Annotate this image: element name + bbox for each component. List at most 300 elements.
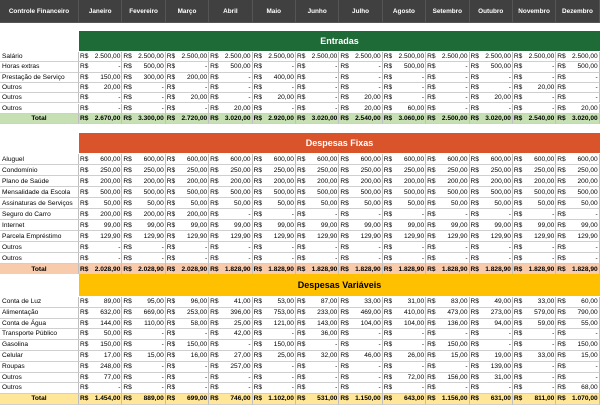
value-cell[interactable] <box>166 198 209 209</box>
row-label[interactable]: Parcela Empréstimo <box>0 231 79 242</box>
value-cell[interactable] <box>470 114 513 124</box>
value-cell[interactable] <box>426 209 469 220</box>
value-cell[interactable] <box>79 114 122 124</box>
value-cell[interactable] <box>296 73 339 83</box>
value-cell[interactable] <box>556 114 599 124</box>
section-title[interactable]: Despesas Variáveis <box>79 274 600 296</box>
value-cell[interactable] <box>253 165 296 176</box>
value-cell[interactable] <box>122 104 165 114</box>
value-cell[interactable] <box>383 329 426 340</box>
value-cell[interactable] <box>513 154 556 165</box>
row-label[interactable]: Horas extras <box>0 62 79 72</box>
value-cell[interactable] <box>79 253 122 264</box>
value-cell[interactable] <box>209 351 252 362</box>
value-cell[interactable] <box>426 104 469 114</box>
value-cell[interactable] <box>556 231 599 242</box>
value-cell[interactable] <box>253 154 296 165</box>
value-cell[interactable] <box>513 383 556 394</box>
value-cell[interactable] <box>122 297 165 308</box>
value-cell[interactable] <box>79 187 122 198</box>
value-cell[interactable] <box>296 83 339 93</box>
value-cell[interactable] <box>296 297 339 308</box>
value-cell[interactable] <box>296 62 339 72</box>
row-label[interactable]: Seguro do Carro <box>0 209 79 220</box>
value-cell[interactable] <box>339 62 382 72</box>
row-label[interactable]: Conta de Água <box>0 319 79 330</box>
value-cell[interactable] <box>513 394 556 405</box>
value-cell[interactable] <box>513 73 556 83</box>
row-label[interactable]: Outros <box>0 383 79 394</box>
value-cell[interactable] <box>79 176 122 187</box>
value-cell[interactable] <box>122 176 165 187</box>
value-cell[interactable] <box>209 362 252 373</box>
value-cell[interactable] <box>122 308 165 319</box>
value-cell[interactable] <box>470 73 513 83</box>
value-cell[interactable] <box>122 231 165 242</box>
value-cell[interactable] <box>556 394 599 405</box>
value-cell[interactable] <box>383 297 426 308</box>
value-cell[interactable] <box>296 52 339 62</box>
header-month[interactable]: Abril <box>209 0 252 23</box>
value-cell[interactable] <box>556 198 599 209</box>
value-cell[interactable] <box>122 209 165 220</box>
value-cell[interactable] <box>426 242 469 253</box>
value-cell[interactable] <box>122 165 165 176</box>
value-cell[interactable] <box>79 154 122 165</box>
value-cell[interactable] <box>79 165 122 176</box>
value-cell[interactable] <box>513 308 556 319</box>
value-cell[interactable] <box>513 340 556 351</box>
row-label[interactable]: Outros <box>0 93 79 103</box>
value-cell[interactable] <box>296 362 339 373</box>
value-cell[interactable] <box>166 209 209 220</box>
value-cell[interactable] <box>513 319 556 330</box>
value-cell[interactable] <box>513 351 556 362</box>
header-month[interactable]: Maio <box>253 0 296 23</box>
value-cell[interactable] <box>339 231 382 242</box>
value-cell[interactable] <box>513 198 556 209</box>
value-cell[interactable] <box>339 394 382 405</box>
value-cell[interactable] <box>209 93 252 103</box>
value-cell[interactable] <box>209 220 252 231</box>
value-cell[interactable] <box>209 52 252 62</box>
value-cell[interactable] <box>166 308 209 319</box>
value-cell[interactable] <box>339 253 382 264</box>
value-cell[interactable] <box>253 383 296 394</box>
row-label[interactable]: Internet <box>0 220 79 231</box>
value-cell[interactable] <box>556 73 599 83</box>
value-cell[interactable] <box>339 340 382 351</box>
value-cell[interactable] <box>470 93 513 103</box>
value-cell[interactable] <box>383 62 426 72</box>
row-label[interactable]: Plano de Saúde <box>0 176 79 187</box>
value-cell[interactable] <box>166 104 209 114</box>
value-cell[interactable] <box>79 62 122 72</box>
value-cell[interactable] <box>253 242 296 253</box>
value-cell[interactable] <box>470 154 513 165</box>
value-cell[interactable] <box>253 62 296 72</box>
value-cell[interactable] <box>383 198 426 209</box>
value-cell[interactable] <box>470 329 513 340</box>
value-cell[interactable] <box>166 329 209 340</box>
value-cell[interactable] <box>296 242 339 253</box>
value-cell[interactable] <box>556 362 599 373</box>
value-cell[interactable] <box>79 308 122 319</box>
value-cell[interactable] <box>383 93 426 103</box>
value-cell[interactable] <box>513 220 556 231</box>
value-cell[interactable] <box>339 308 382 319</box>
value-cell[interactable] <box>383 176 426 187</box>
header-month[interactable]: Novembro <box>513 0 556 23</box>
value-cell[interactable] <box>253 83 296 93</box>
value-cell[interactable] <box>122 383 165 394</box>
value-cell[interactable] <box>513 62 556 72</box>
value-cell[interactable] <box>122 253 165 264</box>
value-cell[interactable] <box>296 165 339 176</box>
value-cell[interactable] <box>209 297 252 308</box>
value-cell[interactable] <box>383 114 426 124</box>
value-cell[interactable] <box>470 220 513 231</box>
value-cell[interactable] <box>79 297 122 308</box>
value-cell[interactable] <box>209 62 252 72</box>
value-cell[interactable] <box>166 373 209 384</box>
row-label[interactable]: Outros <box>0 373 79 384</box>
value-cell[interactable] <box>556 176 599 187</box>
value-cell[interactable] <box>209 340 252 351</box>
value-cell[interactable] <box>426 83 469 93</box>
value-cell[interactable] <box>383 52 426 62</box>
value-cell[interactable] <box>296 329 339 340</box>
value-cell[interactable] <box>556 340 599 351</box>
value-cell[interactable] <box>253 394 296 405</box>
value-cell[interactable] <box>339 362 382 373</box>
value-cell[interactable] <box>79 93 122 103</box>
value-cell[interactable] <box>253 340 296 351</box>
value-cell[interactable] <box>253 308 296 319</box>
value-cell[interactable] <box>122 362 165 373</box>
value-cell[interactable] <box>296 351 339 362</box>
value-cell[interactable] <box>209 73 252 83</box>
value-cell[interactable] <box>296 114 339 124</box>
value-cell[interactable] <box>383 104 426 114</box>
value-cell[interactable] <box>470 176 513 187</box>
value-cell[interactable] <box>166 83 209 93</box>
value-cell[interactable] <box>296 220 339 231</box>
value-cell[interactable] <box>79 231 122 242</box>
value-cell[interactable] <box>166 319 209 330</box>
row-label[interactable]: Outros <box>0 104 79 114</box>
value-cell[interactable] <box>122 93 165 103</box>
value-cell[interactable] <box>556 329 599 340</box>
value-cell[interactable] <box>209 394 252 405</box>
value-cell[interactable] <box>79 220 122 231</box>
value-cell[interactable] <box>79 83 122 93</box>
value-cell[interactable] <box>470 394 513 405</box>
value-cell[interactable] <box>122 351 165 362</box>
value-cell[interactable] <box>209 231 252 242</box>
value-cell[interactable] <box>470 83 513 93</box>
value-cell[interactable] <box>209 154 252 165</box>
value-cell[interactable] <box>470 187 513 198</box>
value-cell[interactable] <box>513 93 556 103</box>
value-cell[interactable] <box>383 209 426 220</box>
header-month[interactable]: Março <box>166 0 209 23</box>
value-cell[interactable] <box>296 176 339 187</box>
value-cell[interactable] <box>556 154 599 165</box>
value-cell[interactable] <box>166 242 209 253</box>
value-cell[interactable] <box>470 209 513 220</box>
value-cell[interactable] <box>556 62 599 72</box>
value-cell[interactable] <box>122 114 165 124</box>
value-cell[interactable] <box>253 93 296 103</box>
header-month[interactable]: Dezembro <box>556 0 599 23</box>
value-cell[interactable] <box>79 104 122 114</box>
value-cell[interactable] <box>339 73 382 83</box>
header-month[interactable]: Outubro <box>470 0 513 23</box>
value-cell[interactable] <box>556 220 599 231</box>
value-cell[interactable] <box>209 198 252 209</box>
value-cell[interactable] <box>209 319 252 330</box>
value-cell[interactable] <box>383 373 426 384</box>
value-cell[interactable] <box>253 373 296 384</box>
value-cell[interactable] <box>209 253 252 264</box>
value-cell[interactable] <box>426 220 469 231</box>
value-cell[interactable] <box>470 297 513 308</box>
value-cell[interactable] <box>79 52 122 62</box>
value-cell[interactable] <box>383 383 426 394</box>
value-cell[interactable] <box>556 52 599 62</box>
value-cell[interactable] <box>383 83 426 93</box>
value-cell[interactable] <box>426 329 469 340</box>
value-cell[interactable] <box>296 340 339 351</box>
value-cell[interactable] <box>470 373 513 384</box>
value-cell[interactable] <box>513 104 556 114</box>
value-cell[interactable] <box>209 176 252 187</box>
value-cell[interactable] <box>513 373 556 384</box>
row-label[interactable]: Condomínio <box>0 165 79 176</box>
value-cell[interactable] <box>79 351 122 362</box>
value-cell[interactable] <box>339 220 382 231</box>
value-cell[interactable] <box>470 52 513 62</box>
value-cell[interactable] <box>470 198 513 209</box>
value-cell[interactable] <box>253 351 296 362</box>
value-cell[interactable] <box>209 242 252 253</box>
value-cell[interactable] <box>556 297 599 308</box>
value-cell[interactable] <box>383 340 426 351</box>
value-cell[interactable] <box>166 394 209 405</box>
value-cell[interactable] <box>296 383 339 394</box>
value-cell[interactable] <box>383 73 426 83</box>
value-cell[interactable] <box>513 52 556 62</box>
value-cell[interactable] <box>556 383 599 394</box>
value-cell[interactable] <box>513 165 556 176</box>
value-cell[interactable] <box>122 83 165 93</box>
value-cell[interactable] <box>339 187 382 198</box>
value-cell[interactable] <box>513 187 556 198</box>
value-cell[interactable] <box>296 231 339 242</box>
value-cell[interactable] <box>209 308 252 319</box>
value-cell[interactable] <box>339 198 382 209</box>
value-cell[interactable] <box>426 187 469 198</box>
value-cell[interactable] <box>79 198 122 209</box>
value-cell[interactable] <box>513 297 556 308</box>
value-cell[interactable] <box>253 104 296 114</box>
value-cell[interactable] <box>253 198 296 209</box>
value-cell[interactable] <box>79 340 122 351</box>
value-cell[interactable] <box>79 394 122 405</box>
value-cell[interactable] <box>513 83 556 93</box>
value-cell[interactable] <box>383 242 426 253</box>
row-label[interactable]: Aluguel <box>0 154 79 165</box>
value-cell[interactable] <box>79 319 122 330</box>
value-cell[interactable] <box>166 351 209 362</box>
value-cell[interactable] <box>383 154 426 165</box>
total-label[interactable]: Total <box>0 394 79 405</box>
row-label[interactable]: Conta de Luz <box>0 297 79 308</box>
value-cell[interactable] <box>122 154 165 165</box>
row-label[interactable]: Outros <box>0 253 79 264</box>
value-cell[interactable] <box>209 329 252 340</box>
value-cell[interactable] <box>296 373 339 384</box>
value-cell[interactable] <box>383 165 426 176</box>
value-cell[interactable] <box>513 231 556 242</box>
value-cell[interactable] <box>426 73 469 83</box>
value-cell[interactable] <box>122 340 165 351</box>
value-cell[interactable] <box>339 52 382 62</box>
value-cell[interactable] <box>166 297 209 308</box>
value-cell[interactable] <box>383 319 426 330</box>
value-cell[interactable] <box>253 114 296 124</box>
value-cell[interactable] <box>470 319 513 330</box>
value-cell[interactable] <box>122 220 165 231</box>
value-cell[interactable] <box>253 52 296 62</box>
value-cell[interactable] <box>513 209 556 220</box>
value-cell[interactable] <box>122 242 165 253</box>
value-cell[interactable] <box>383 220 426 231</box>
value-cell[interactable] <box>470 231 513 242</box>
value-cell[interactable] <box>470 62 513 72</box>
value-cell[interactable] <box>122 62 165 72</box>
value-cell[interactable] <box>79 362 122 373</box>
value-cell[interactable] <box>296 319 339 330</box>
value-cell[interactable] <box>166 383 209 394</box>
value-cell[interactable] <box>166 176 209 187</box>
value-cell[interactable] <box>426 373 469 384</box>
value-cell[interactable] <box>296 187 339 198</box>
value-cell[interactable] <box>296 154 339 165</box>
value-cell[interactable] <box>513 253 556 264</box>
value-cell[interactable] <box>426 362 469 373</box>
value-cell[interactable] <box>253 209 296 220</box>
total-label[interactable]: Total <box>0 114 79 124</box>
value-cell[interactable] <box>296 253 339 264</box>
value-cell[interactable] <box>79 209 122 220</box>
value-cell[interactable] <box>513 329 556 340</box>
value-cell[interactable] <box>122 52 165 62</box>
row-label[interactable]: Celular <box>0 351 79 362</box>
value-cell[interactable] <box>383 362 426 373</box>
value-cell[interactable] <box>209 209 252 220</box>
value-cell[interactable] <box>166 253 209 264</box>
value-cell[interactable] <box>470 351 513 362</box>
value-cell[interactable] <box>339 154 382 165</box>
value-cell[interactable] <box>296 93 339 103</box>
value-cell[interactable] <box>470 340 513 351</box>
value-cell[interactable] <box>79 373 122 384</box>
value-cell[interactable] <box>426 52 469 62</box>
value-cell[interactable] <box>166 187 209 198</box>
row-label[interactable]: Transporte Público <box>0 329 79 340</box>
value-cell[interactable] <box>296 198 339 209</box>
value-cell[interactable] <box>426 253 469 264</box>
value-cell[interactable] <box>253 73 296 83</box>
value-cell[interactable] <box>556 104 599 114</box>
value-cell[interactable] <box>122 198 165 209</box>
value-cell[interactable] <box>166 62 209 72</box>
value-cell[interactable] <box>339 83 382 93</box>
header-month[interactable]: Fevereiro <box>122 0 165 23</box>
value-cell[interactable] <box>383 308 426 319</box>
value-cell[interactable] <box>470 104 513 114</box>
value-cell[interactable] <box>209 114 252 124</box>
header-month[interactable]: Julho <box>339 0 382 23</box>
value-cell[interactable] <box>556 242 599 253</box>
value-cell[interactable] <box>426 383 469 394</box>
value-cell[interactable] <box>339 297 382 308</box>
value-cell[interactable] <box>253 319 296 330</box>
row-label[interactable]: Salário <box>0 52 79 62</box>
value-cell[interactable] <box>339 104 382 114</box>
value-cell[interactable] <box>166 52 209 62</box>
value-cell[interactable] <box>296 104 339 114</box>
value-cell[interactable] <box>470 308 513 319</box>
header-month[interactable]: Junho <box>296 0 339 23</box>
value-cell[interactable] <box>556 165 599 176</box>
header-title[interactable]: Controle Financeiro <box>0 0 79 23</box>
value-cell[interactable] <box>209 373 252 384</box>
value-cell[interactable] <box>470 165 513 176</box>
value-cell[interactable] <box>426 176 469 187</box>
value-cell[interactable] <box>166 165 209 176</box>
value-cell[interactable] <box>253 187 296 198</box>
value-cell[interactable] <box>339 165 382 176</box>
value-cell[interactable] <box>513 114 556 124</box>
value-cell[interactable] <box>426 231 469 242</box>
value-cell[interactable] <box>79 242 122 253</box>
value-cell[interactable] <box>383 253 426 264</box>
value-cell[interactable] <box>339 114 382 124</box>
value-cell[interactable] <box>253 220 296 231</box>
value-cell[interactable] <box>253 253 296 264</box>
row-label[interactable]: Mensalidade da Escola <box>0 187 79 198</box>
value-cell[interactable] <box>253 329 296 340</box>
header-month[interactable]: Setembro <box>426 0 469 23</box>
row-label[interactable]: Prestação de Serviço <box>0 73 79 83</box>
value-cell[interactable] <box>556 83 599 93</box>
value-cell[interactable] <box>556 209 599 220</box>
value-cell[interactable] <box>296 394 339 405</box>
value-cell[interactable] <box>79 329 122 340</box>
value-cell[interactable] <box>166 114 209 124</box>
value-cell[interactable] <box>426 114 469 124</box>
row-label[interactable]: Gasolina <box>0 340 79 351</box>
section-title[interactable]: Despesas Fixas <box>79 133 600 153</box>
row-label[interactable]: Outros <box>0 242 79 253</box>
value-cell[interactable] <box>426 340 469 351</box>
value-cell[interactable] <box>253 176 296 187</box>
value-cell[interactable] <box>383 351 426 362</box>
value-cell[interactable] <box>556 253 599 264</box>
